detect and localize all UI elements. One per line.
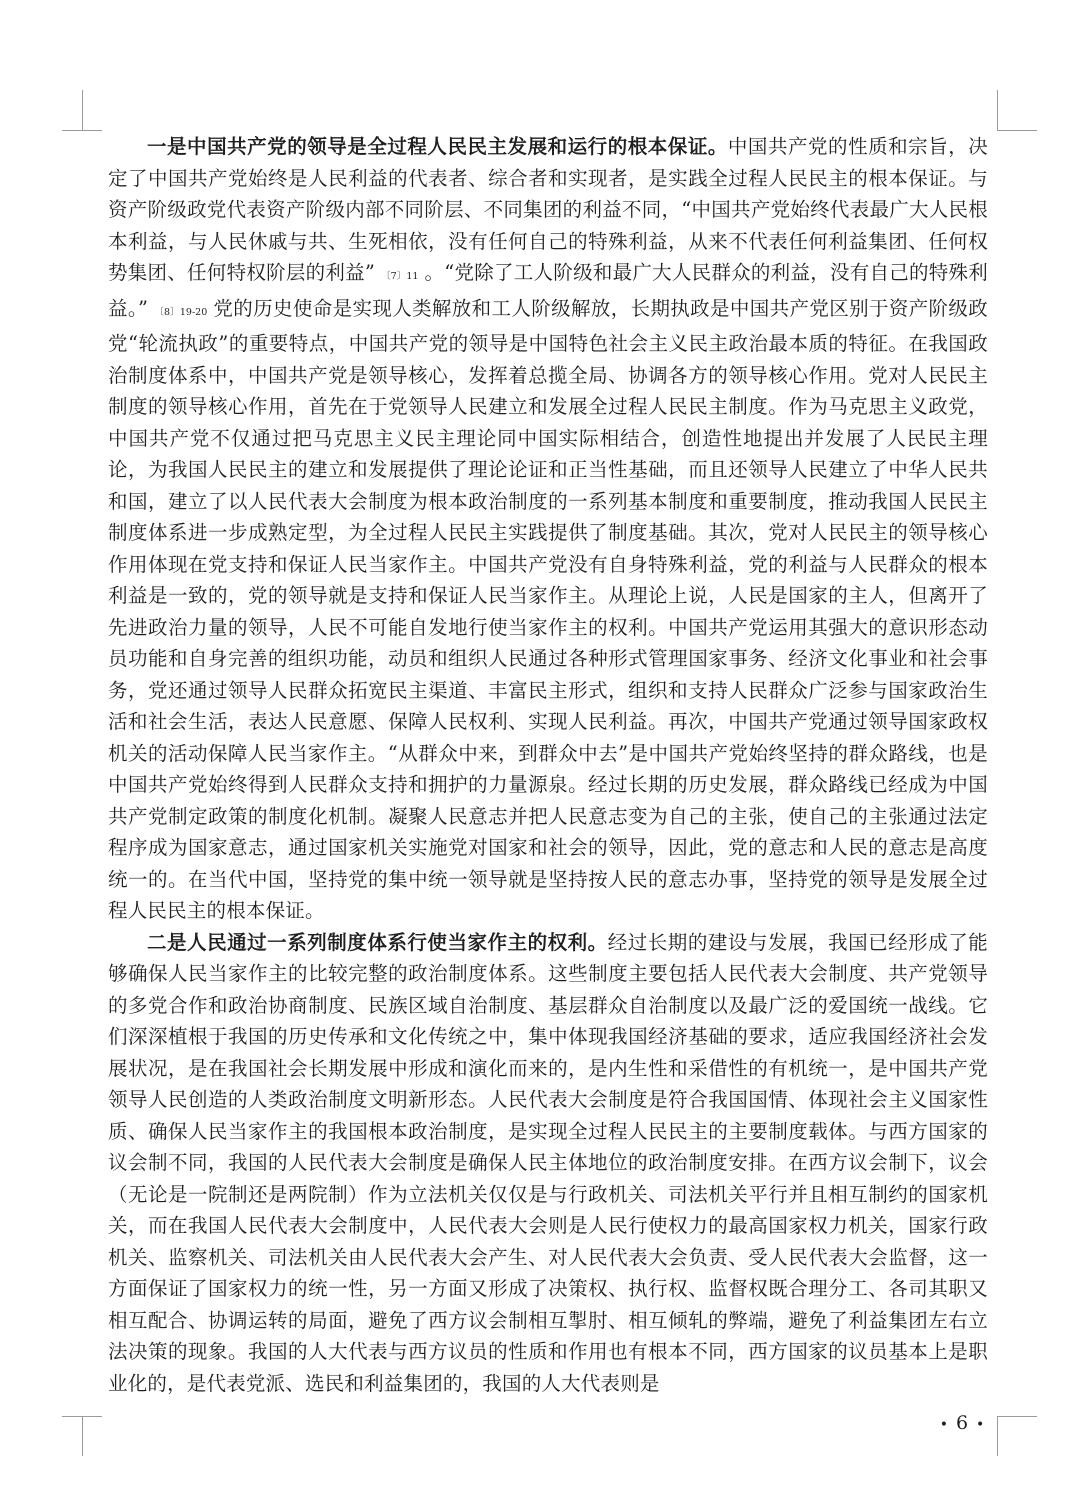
paragraph-text: 党的历史使命是实现人类解放和工人阶级解放，长期执政是中国共产党区别于资产阶级政党“轮流执政”的重要特点，中国共产党的领导是中国特色社会主义民主政治最本质的特征。在我国政治制度体系中，中国共产党是领导核心，发挥着总揽全局、协调各方的领导核心作用。党对人民民主制度的领导核心作用，首先在于党领导人民建立和发展全过程人民民主制度。作为马克思主义政党，中国共产党不仅通过把马克思主义民主理论同中国实际相结合，创造性地提出并发展了人民民主理论，为我国人民民主的建立和发展提供了理论论证和正当性基础，而且还领导人民建立了中华人民共和国，建立了以人民代表大会制度为根本政治制度的一系列基本制度和重要制度，推动我国人民民主制度体系进一步成熟定型，为全过程人民民主实践提供了制度基础。其次，党对人民民主的领导核心作用体现在党支持和保证人民当家作主。中国共产党没有自身特殊利益，党的利益与人民群众的根本利益是一致的，党的领导就是支持和保证人民当家作主。从理论上说，人民是国家的主人，但离开了先进政治力量的领导，人民不可能自发地行使当家作主的权利。中国共产党运用其强大的意识形态动员功能和自身完善的组织功能，动员和组织人民通过各种形式管理国家事务、经济文化事业和社会事务，党还通过领导人民群众拓宽民主渠道、丰富民主形式，组织和支持人民群众广泛参与国家政治生活和社会生活，表达人民意愿、保障人民权利、实现人民利益。再次，中国共产党通过领导国家政权机关的活动保障人民当家作主。“从群众中来，到群众中去”是中国共产党始终坚持的群众路线，也是中国共产党始终得到人民群众支持和拥护的力量源泉。经过长期的历史发展，群众路线已经成为中国共产党制定政策的制度化机制。凝聚人民意志并把人民意志变为自己的主张，使自己的主张通过法定程序成为国家意志，通过国家机关实施党对国家和社会的领导，因此，党的意志和人民的意志是高度统一的。在当代中国，坚持党的集中统一领导就是坚持按人民的意志办事，坚持党的领导是发展全过程人民民主的根本保证。 <box>108 296 988 922</box>
paragraph-party-leadership <box>108 131 988 927</box>
page-number <box>922 1412 1002 1434</box>
paragraph-institutional-system <box>108 927 988 1400</box>
citation-reference: 〔8〕19-20 <box>154 306 208 318</box>
paragraph-text: 经过长期的建设与发展，我国已经形成了能够确保人民当家作主的比较完整的政治制度体系。这些制度主要包括人民代表大会制度、共产党领导的多党合作和政治协商制度、民族区域自治制度、基层群众自治制度以及最广泛的爱国统一战线。它们深深植根于我国的历史传承和文化传统之中，集中体现我国经济基础的要求，适应我国经济社会发展状况，是在我国社会长期发展中形成和演化而来的，是内生性和采借性的有机统一，是中国共产党领导人民创造的人类政治制度文明新形态。人民代表大会制度是符合我国国情、体现社会主义国家性质、确保人民当家作主的我国根本政治制度，是实现全过程人民民主的主要制度载体。与西方国家的议会制不同，我国的人民代表大会制度是确保人民主体地位的政治制度安排。在西方议会制下，议会（无论是一院制还是两院制）作为立法机关仅仅是与行政机关、司法机关平行并且相互制约的国家机关，而在我国人民代表大会制度中，人民代表大会则是人民行使权力的最高国家权力机关，国家行政机关、监察机关、司法机关由人民代表大会产生、对人民代表大会负责、受人民代表大会监督，这一方面保证了国家权力的统一性，另一方面又形成了决策权、执行权、监督权既合理分工、各司其职又相互配合、协调运转的局面，避免了西方议会制相互掣肘、相互倾轧的弊端，避免了利益集团左右立法决策的现象。我国的人大代表与西方议员的性质和作用也有根本不同，西方国家的议员基本上是职业化的，是代表党派、选民和利益集团的，我国的人大代表则是 <box>108 930 988 1395</box>
crop-mark-top-right-v <box>997 90 998 130</box>
page-number-value: 6 <box>955 1412 969 1434</box>
paragraph-heading: 一是中国共产党的领导是全过程人民民主发展和运行的根本保证。 <box>147 135 728 158</box>
paragraph-text: 中国共产党的性质和宗旨，决定了中国共产党始终是人民利益的代表者、综合者和实现者，是实践全过程人民民主的根本保证。与资产阶级政党代表资产阶级内部不同阶层、不同集团的利益不同，“中国共产党始终代表最广大人民根本利益，与人民休戚与共、生死相依，没有任何自己的特殊利益，从来不代表任何利益集团、任何权势集团、任何特权阶层的利益” <box>108 135 988 284</box>
page-number-dot-right: • <box>976 1417 985 1433</box>
crop-mark-bottom-right-h <box>997 1416 1037 1417</box>
citation-reference: 〔7〕11 <box>381 271 419 282</box>
paragraph-heading: 二是人民通过一系列制度体系行使当家作主的权利。 <box>147 930 608 954</box>
page-number-dot-left: • <box>939 1417 948 1433</box>
crop-mark-bottom-left-v <box>82 1416 83 1456</box>
paragraph-text: 。“党除了工人阶级和最广大人民群众的利益，没有自己的特殊利益。” <box>108 261 988 320</box>
document-body <box>108 131 988 1399</box>
crop-mark-top-left-h <box>62 130 102 131</box>
crop-mark-top-left-v <box>82 90 83 130</box>
crop-mark-top-right-h <box>997 130 1037 131</box>
